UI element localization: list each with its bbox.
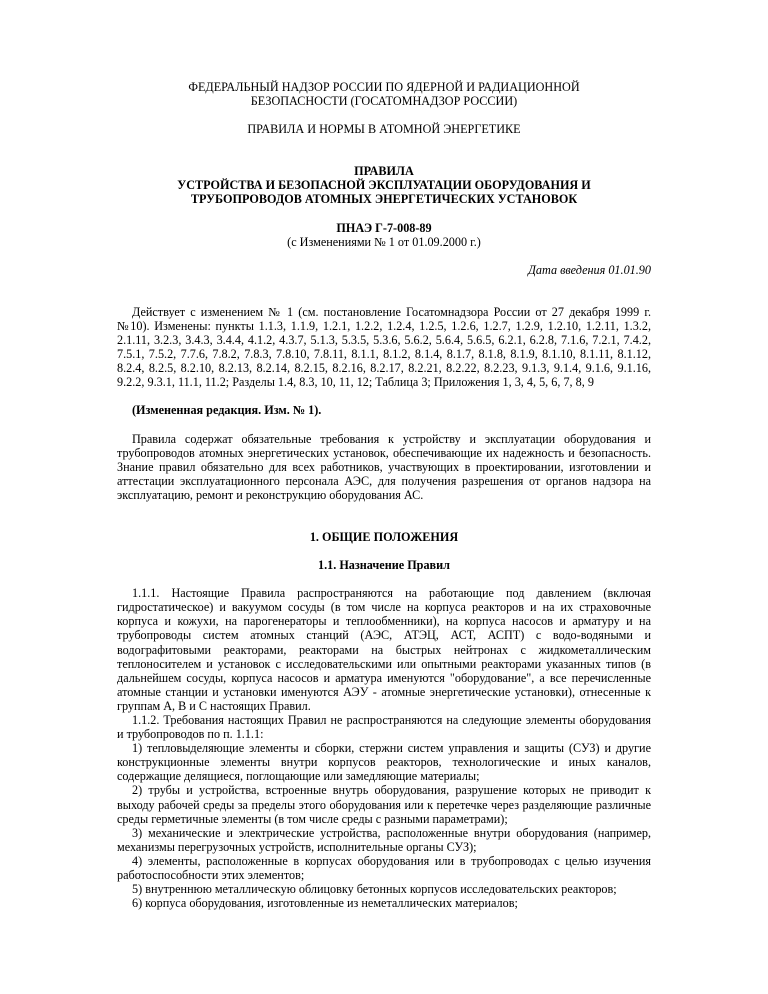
document-code-block <box>117 221 651 249</box>
edited-note: (Измененная редакция. Изм. № 1). <box>132 403 322 418</box>
document-code: ПНАЭ Г-7-008-89 <box>336 220 432 235</box>
list-item: 6) корпуса оборудования, изготовленные из неметаллических материалов; <box>132 896 518 911</box>
title-line-1: ПРАВИЛА <box>354 164 414 179</box>
subsection-title: 1.1. Назначение Правил <box>317 558 450 573</box>
document-changes: (с Изменениями № 1 от 01.09.2000 г.) <box>287 234 481 249</box>
list-item: 1) тепловыделяющие элементы и сборки, стержни систем управления и защиты (СУЗ) и другие конструкционные элементы внутри корпусов реакторов, технологические и иных каналов, содержащие делящиеся, поглощающие или замедляющие материалы; <box>117 741 651 784</box>
list-item: 2) трубы и устройства, встроенные внутрь оборудования, разрушение которых не приводит к выходу рабочей среды за пределы этого оборудования или к перетечке через разделяющие различные среды герметичные элементы (в том числе среды с разными параметрами); <box>117 783 651 826</box>
list-item: 5) внутреннюю металлическую облицовку бетонных корпусов исследовательских реакторов; <box>132 882 617 897</box>
list-item: 4) элементы, расположенные в корпусах оборудования или в трубопроводах с целью изучения работоспособности этих элементов; <box>117 853 651 883</box>
title-line-3: ТРУБОПРОВОДОВ АТОМНЫХ ЭНЕРГЕТИЧЕСКИХ УСТАНОВОК <box>190 192 578 207</box>
exclusions-list <box>117 741 651 910</box>
agency-line-1: ФЕДЕРАЛЬНЫЙ НАДЗОР РОССИИ ПО ЯДЕРНОЙ И РАДИАЦИОННОЙ <box>188 80 580 94</box>
summary-paragraph: Правила содержат обязательные требования к устройству и эксплуатации оборудования и трубопроводов атомных энергетических установок, обеспечивающие их надежность и безопасность. Знание правил обязательно для всех работников, участвующих в проектировании, изготовлении и аттестации эксплуатационного персонала АЭС, для получения разрешения от органов надзора на эксплуатацию, ремонт и реконструкцию оборудования АС. <box>117 431 651 502</box>
paragraph-1-1-2: 1.1.2. Требования настоящих Правил не распространяются на следующие элементы оборудования и трубопроводов по п. 1.1.1: <box>117 713 651 742</box>
list-item: 3) механические и электрические устройства, расположенные внутри оборудования (например, механизмы перегрузочных устройств, исполнительные органы СУЗ); <box>117 825 651 854</box>
document-title <box>117 164 651 206</box>
intro-date: Дата введения 01.01.90 <box>528 262 651 277</box>
agency-name <box>117 80 651 108</box>
title-line-2: УСТРОЙСТВА И БЕЗОПАСНОЙ ЭКСПЛУАТАЦИИ ОБОРУДОВАНИЯ И <box>177 178 591 193</box>
paragraph-1-1-1: 1.1.1. Настоящие Правила распространяются на работающие под давлением (включая гидростатическое) и вакуумом сосуды (в том числе на корпуса реакторов и на их страховочные корпуса и кожухи, на парогенераторы и теплообменники), на корпуса насосов и арматуру и на трубопроводы систем атомных станций (АЭС, АТЭЦ, АСТ, АСПТ) с водо-водяными и водографитовыми реакторами, реакторами на быстрых нейтронах с жидкометаллическим теплоносителем и установок с исследовательскими или опытными реакторами указанных типов (в дальнейшем сосуды, корпуса насосов и арматура именуются "оборудование", а все перечисленные атомные станции и установки именуются АЭУ - атомные энергетические установки), отнесенные к группам А, В и С настоящих Правил. <box>117 586 651 713</box>
section-title: 1. ОБЩИЕ ПОЛОЖЕНИЯ <box>309 529 459 544</box>
rules-series: ПРАВИЛА И НОРМЫ В АТОМНОЙ ЭНЕРГЕТИКЕ <box>247 122 521 137</box>
amendment-paragraph: Действует с изменением № 1 (см. постановление Госатомнадзора России от 27 декабря 1999 г. №10). Изменены: пункты 1.1.3, 1.1.9, 1.2.1, 1.2.2, 1.2.4, 1.2.5, 1.2.6, 1.2.7, 1.2.9, 1.2.10, 1.2.11, 1.3.2, 2.1.11, 3.2.3, 3.4.3, 3.4.4, 4.1.2, 4.3.7, 5.1.3, 5.3.5, 5.3.6, 5.6.2, 5.6.4, 5.6.5, 6.2.1, 6.2.8, 7.1.6, 7.2.1, 7.4.2, 7.5.1, 7.5.2, 7.7.6, 7.8.2, 7.8.3, 7.8.10, 7.8.11, 8.1.1, 8.1.2, 8.1.4, 8.1.7, 8.1.8, 8.1.9, 8.1.10, 8.1.11, 8.1.12, 8.2.4, 8.2.5, 8.2.10, 8.2.13, 8.2.14, 8.2.15, 8.2.16, 8.2.17, 8.2.21, 8.2.22, 8.2.23, 9.1.3, 9.1.4, 9.1.6, 9.1.16, 9.2.2, 9.3.1, 11.1, 11.2; Разделы 1.4, 8.3, 10, 11, 12; Таблица 3; Приложения 1, 3, 4, 5, 6, 7, 8, 9 <box>117 304 651 390</box>
agency-line-2: БЕЗОПАСНОСТИ (ГОСАТОМНАДЗОР РОССИИ) <box>250 94 518 109</box>
